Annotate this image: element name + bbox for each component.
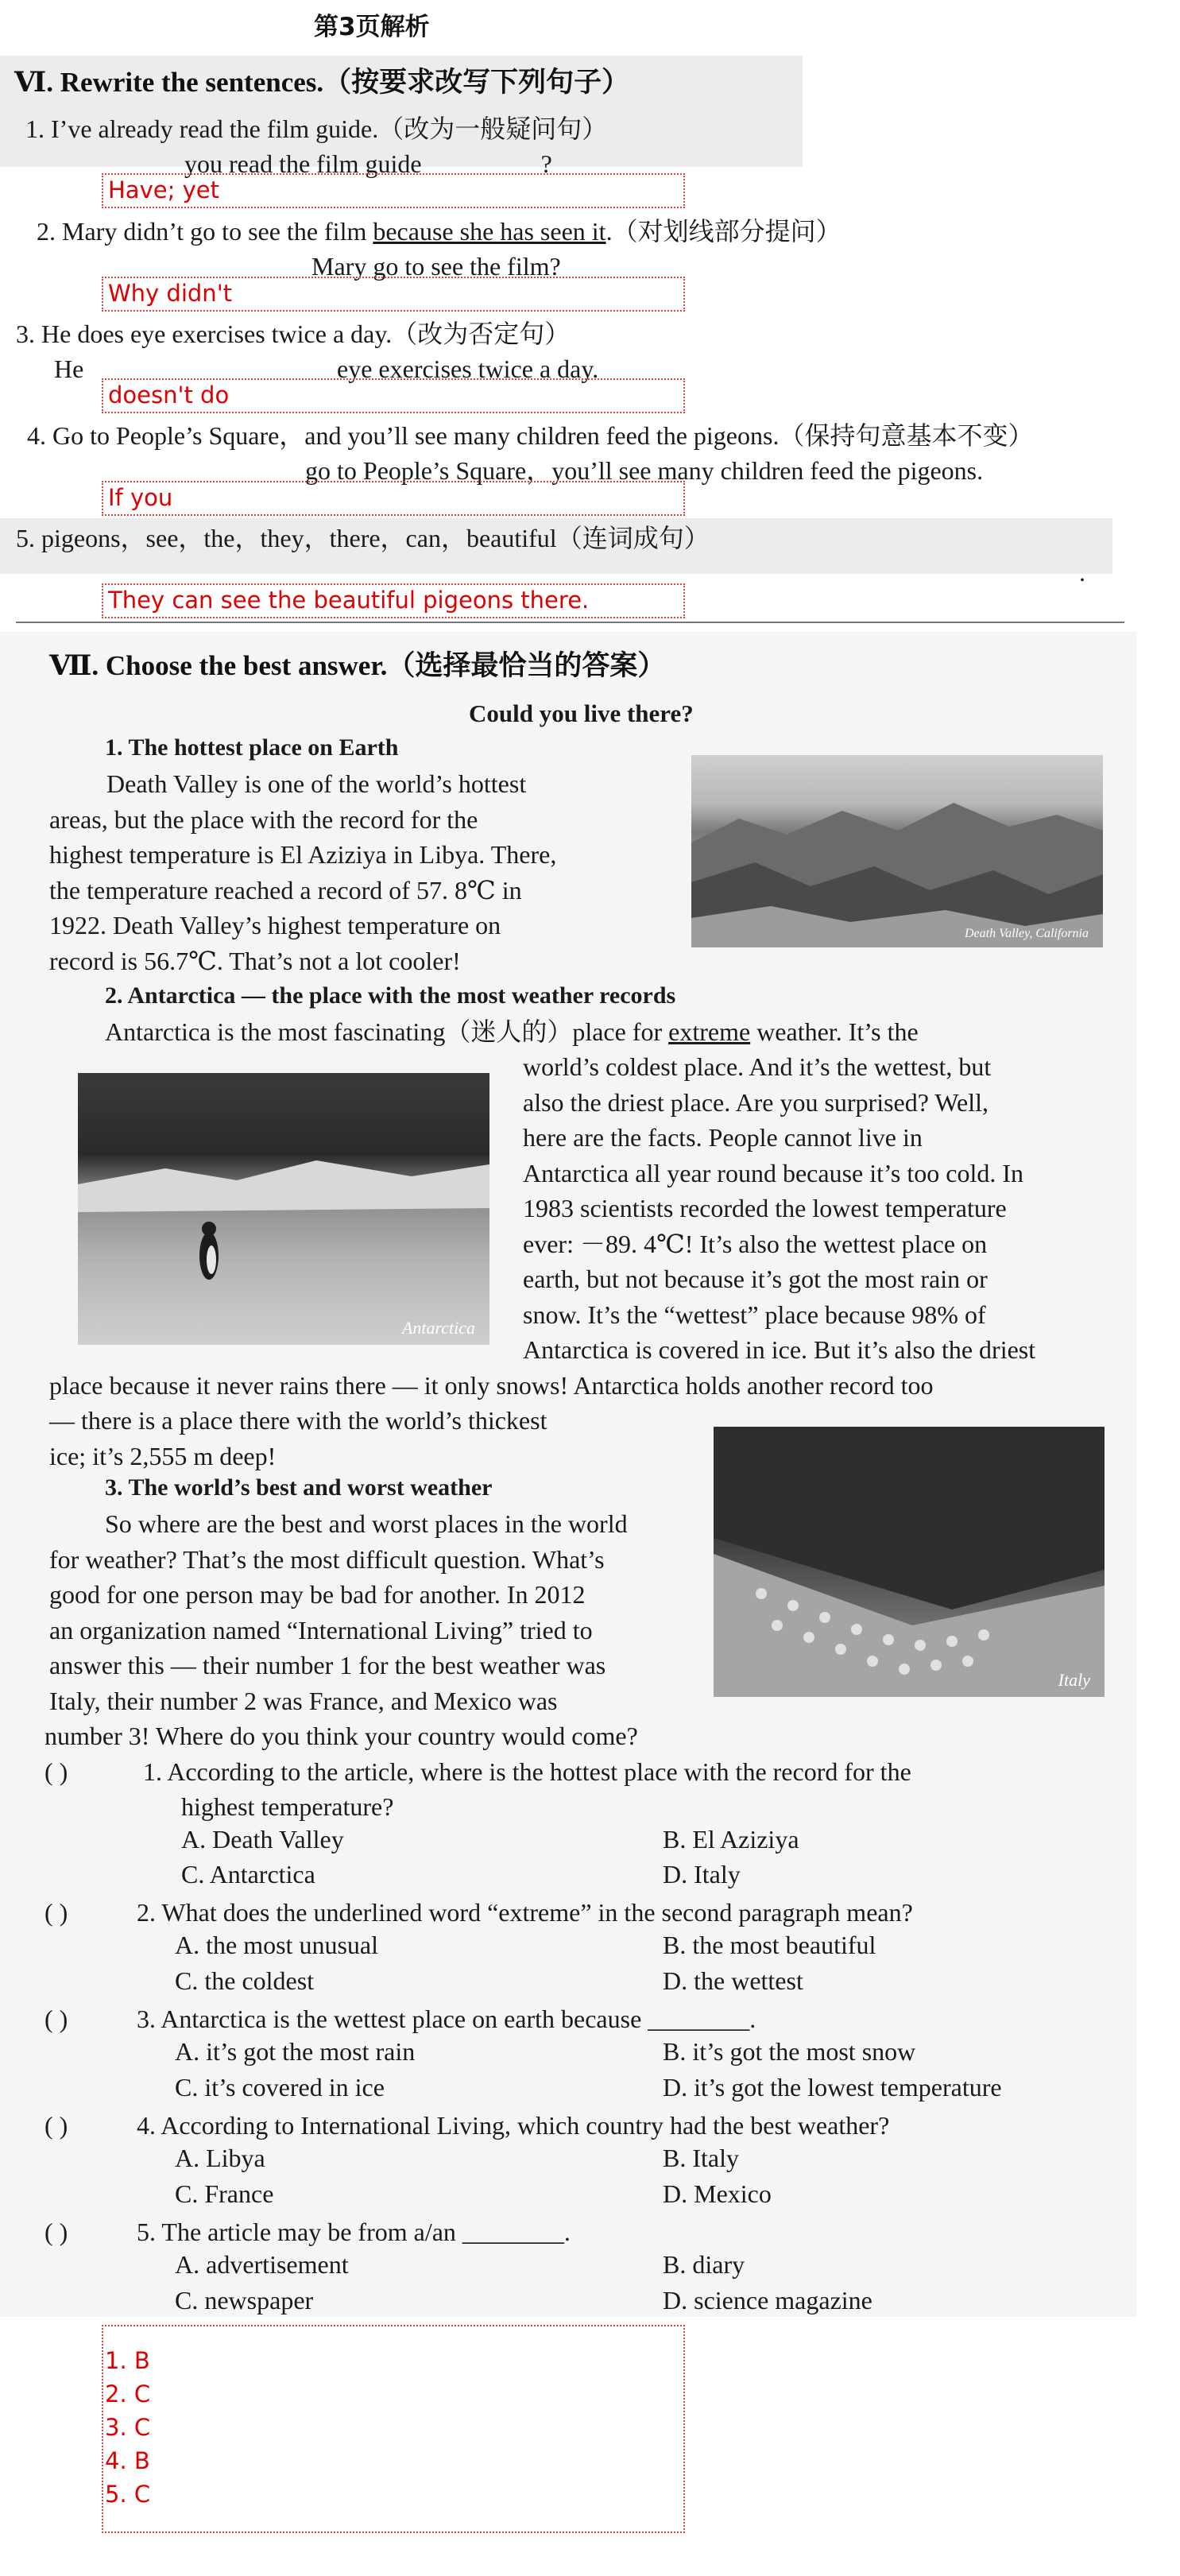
part2-left-text: — there is a place there with the world’s thickest ice; it’s 2,555 m deep! — [49, 1406, 547, 1470]
q3-paren[interactable]: ( ) — [44, 2005, 68, 2033]
s6-item1-answer: Have; yet — [102, 173, 685, 208]
q1-option-b[interactable]: B. El Aziziya — [663, 1825, 799, 1854]
q5-option-c[interactable]: C. newspaper — [175, 2286, 314, 2315]
antarctica-photo — [78, 1073, 489, 1345]
q4-option-b[interactable]: B. Italy — [663, 2144, 739, 2172]
s6-item5-line2: . — [1079, 558, 1085, 587]
q4-option-a[interactable]: A. Libya — [175, 2144, 265, 2172]
s6-item3-line2b: eye exercises twice a day. — [337, 354, 599, 383]
part1-heading: 1. The hottest place on Earth — [105, 734, 399, 761]
s6-item3-line2a: He — [54, 354, 84, 383]
q1-option-d[interactable]: D. Italy — [663, 1860, 741, 1888]
q5-option-a[interactable]: A. advertisement — [175, 2250, 349, 2279]
part3-text: So where are the best and worst places in the world for weather? That’s the most difficult question. What’s good for one person may be bad for another. In 2012 an organization named “International Living” tried to answer this — their number 1 for the best weather was Italy, their number 2 was France, and Mexico was — [49, 1509, 628, 1715]
q2-option-a[interactable]: A. the most unusual — [175, 1931, 378, 1959]
q4-paren[interactable]: ( ) — [44, 2111, 68, 2140]
answer-4: 4. B — [105, 2447, 150, 2474]
q2-paren[interactable]: ( ) — [44, 1898, 68, 1927]
s6-item2-prompt: 2. Mary didn’t go to see the film because she has seen it.（对划线部分提问） — [37, 217, 841, 246]
part2-full-line: place because it never rains there — it only snows! Antarctica holds another record too — [49, 1371, 934, 1400]
antarctica-caption: Antarctica — [401, 1318, 475, 1338]
s6-item1-prompt: 1. I’ve already read the film guide.（改为一般疑问句） — [25, 114, 608, 143]
q1-text2: highest temperature? — [181, 1792, 394, 1821]
q2-option-b[interactable]: B. the most beautiful — [663, 1931, 876, 1959]
q5-option-b[interactable]: B. diary — [663, 2250, 745, 2279]
q3-text: 3. Antarctica is the wettest place on earth because ________. — [137, 2005, 756, 2033]
answer-5: 5. C — [105, 2481, 151, 2508]
part3-heading: 3. The world’s best and worst weather — [105, 1474, 493, 1501]
s6-item4-answer: If you — [102, 481, 685, 516]
q2-text: 2. What does the underlined word “extreme” in the second paragraph mean? — [137, 1898, 913, 1927]
q1-option-c[interactable]: C. Antarctica — [181, 1860, 315, 1888]
death-valley-photo — [691, 755, 1103, 947]
q5-paren[interactable]: ( ) — [44, 2218, 68, 2246]
q3-option-b[interactable]: B. it’s got the most snow — [663, 2037, 916, 2066]
answer-1: 1. B — [105, 2347, 150, 2374]
page-title: 第3页解析 — [314, 13, 430, 41]
s6-item3-prompt: 3. He does eye exercises twice a day.（改为否定句） — [16, 320, 571, 348]
q3-option-a[interactable]: A. it’s got the most rain — [175, 2037, 416, 2066]
part1-text: Death Valley is one of the world’s hottest areas, but the place with the record for the highest temperature is El Aziziya in Libya. There, the temperature reached a record of 57. 8℃ in 1922. Death Valley’s highest temperature on record is 56.7℃. That’s not a lot cooler! — [49, 769, 557, 975]
s6-item2-answer: Why didn't — [102, 277, 685, 312]
part3-last-line: number 3! Where do you think your country would come? — [44, 1722, 638, 1750]
section7-heading: Ⅶ. Choose the best answer.（选择最恰当的答案） — [49, 650, 666, 681]
q2-option-d[interactable]: D. the wettest — [663, 1966, 803, 1995]
s6-item4-prompt: 4. Go to People’s Square，and you’ll see many children feed the pigeons.（保持句意基本不变） — [27, 421, 1034, 450]
s6-item4-line2: go to People’s Square，you’ll see many children feed the pigeons. — [305, 456, 984, 485]
q5-option-d[interactable]: D. science magazine — [663, 2286, 872, 2315]
death-valley-caption: Death Valley, California — [965, 927, 1089, 940]
q1-option-a[interactable]: A. Death Valley — [181, 1825, 344, 1854]
q3-option-d[interactable]: D. it’s got the lowest temperature — [663, 2073, 1002, 2101]
s6-item5-answer: They can see the beautiful pigeons there. — [102, 583, 685, 618]
part2-heading: 2. Antarctica — the place with the most weather records — [105, 982, 676, 1009]
answer-3: 3. C — [105, 2414, 151, 2441]
q2-option-c[interactable]: C. the coldest — [175, 1966, 315, 1995]
answer-key-box — [102, 2325, 685, 2533]
s6-item5-prompt: 5. pigeons，see，the，they，there，can，beautiful（连词成句） — [16, 524, 710, 552]
italy-photo — [714, 1427, 1105, 1697]
q4-option-c[interactable]: C. France — [175, 2179, 274, 2208]
q3-option-c[interactable]: C. it’s covered in ice — [175, 2073, 385, 2101]
s6-item2-line2: Mary go to see the film? — [311, 252, 561, 281]
answer-2: 2. C — [105, 2380, 151, 2407]
italy-caption: Italy — [1058, 1670, 1090, 1690]
part2-first-line: Antarctica is the most fascinating（迷人的）place for extreme weather. It’s the — [105, 1017, 919, 1046]
part2-right-text: world’s coldest place. And it’s the wettest, but also the driest place. Are you surprised? Well, here are the facts. People cannot live in Antarctica all year round because it’s too cold. In 1983 scientists recorded the lowest temperature ever: －89. 4℃! It’s also the wettest place on earth, but not because it’s got the most rain or snow. It’s the “wettest” place because 98% of Antarctica is covered in ice. But it’s also the driest — [523, 1052, 1036, 1364]
q4-text: 4. According to International Living, which country had the best weather? — [137, 2111, 890, 2140]
s6-item1-line2: you read the film guide ? — [184, 149, 552, 178]
divider — [16, 622, 1124, 623]
section6-heading: Ⅵ. Rewrite the sentences.（按要求改写下列句子） — [14, 67, 630, 98]
q1-paren[interactable]: ( ) — [44, 1757, 68, 1786]
q5-text: 5. The article may be from a/an ________. — [137, 2218, 571, 2246]
q1-text: 1. According to the article, where is the hottest place with the record for the — [143, 1757, 911, 1786]
s6-item3-answer: doesn't do — [102, 378, 685, 413]
q4-option-d[interactable]: D. Mexico — [663, 2179, 772, 2208]
article-title: Could you live there? — [469, 699, 694, 727]
